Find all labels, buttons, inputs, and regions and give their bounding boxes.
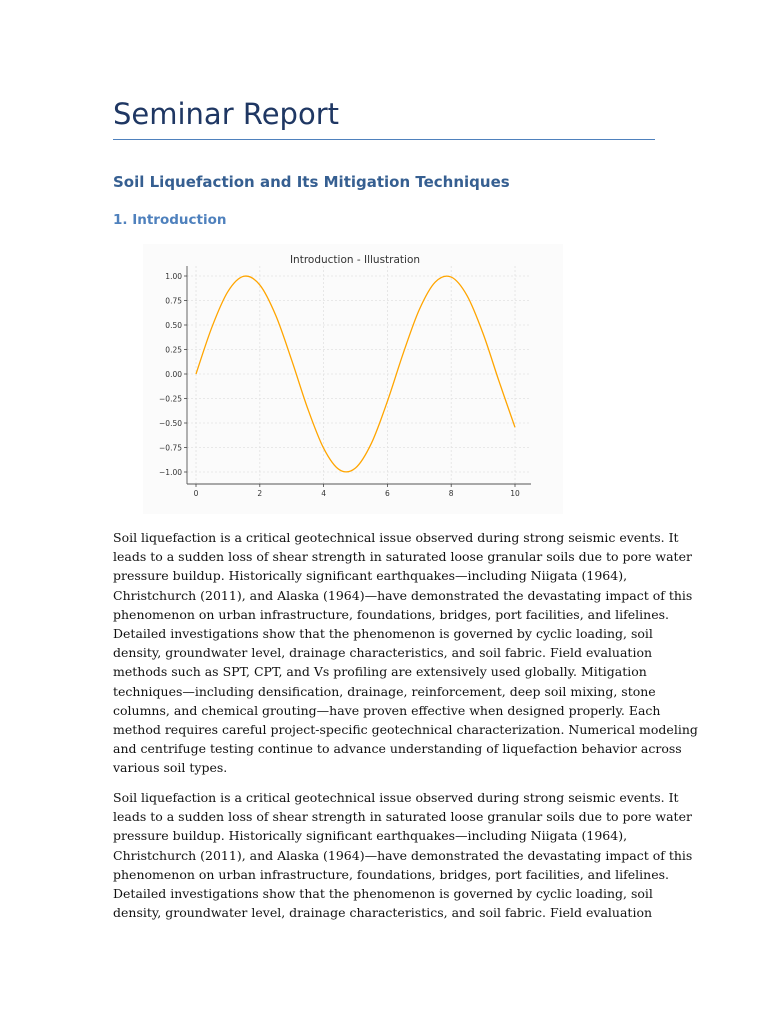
x-tick-label: 6 <box>385 489 390 498</box>
section-heading: 1. Introduction <box>113 212 227 228</box>
paragraph-line: Soil liquefaction is a critical geotechnical issue observed during strong seismic events. It <box>113 530 679 545</box>
paragraph-line: phenomenon on urban infrastructure, foundations, bridges, port facilities, and lifelines. <box>113 606 669 622</box>
y-tick-label: −1.00 <box>159 468 182 477</box>
paragraph-line: columns, and chemical grouting—have proven effective when designed properly. Each <box>113 702 661 718</box>
y-tick-label: −0.50 <box>159 419 182 428</box>
line-chart <box>143 244 563 514</box>
paragraph-line: density, groundwater level, drainage characteristics, and soil fabric. Field evaluation <box>113 645 653 661</box>
intro-figure <box>143 244 563 514</box>
paragraph-1 <box>113 528 698 778</box>
paragraph-line: leads to a sudden loss of shear strength in saturated loose granular soils due to pore water <box>113 549 692 565</box>
paragraph-line: pressure buildup. Historically significant earthquakes—including Niigata (1964), <box>113 568 628 584</box>
y-tick-label: −0.25 <box>159 394 182 404</box>
y-tick-label: 0.25 <box>165 345 182 355</box>
paragraph-line: leads to a sudden loss of shear strength in saturated loose granular soils due to pore water <box>113 809 692 825</box>
chart-title: Introduction - Illustration <box>289 254 421 266</box>
y-tick-label: 0.00 <box>165 370 182 379</box>
paragraph-line: Christchurch (2011), and Alaska (1964)—have demonstrated the devastating impact of this <box>113 847 693 863</box>
chart-background <box>143 244 563 514</box>
paragraph-line: techniques—including densification, drainage, reinforcement, deep soil mixing, stone <box>113 683 656 699</box>
x-tick-label: 2 <box>257 489 263 498</box>
paragraph-2 <box>113 788 693 922</box>
document-subtitle: Soil Liquefaction and Its Mitigation Techniques <box>113 173 510 191</box>
x-tick-label: 8 <box>448 489 454 498</box>
document-title: Seminar Report <box>113 97 339 131</box>
paragraph-line: density, groundwater level, drainage characteristics, and soil fabric. Field evaluation <box>113 905 653 921</box>
paragraph-line: various soil types. <box>113 760 228 776</box>
paragraph-line: Christchurch (2011), and Alaska (1964)—have demonstrated the devastating impact of this <box>113 587 693 603</box>
paragraph-line: Soil liquefaction is a critical geotechnical issue observed during strong seismic events. It <box>113 790 679 805</box>
y-tick-label: 0.75 <box>165 296 182 306</box>
x-tick-label: 10 <box>510 489 520 498</box>
paragraph-line: method requires careful project-specific geotechnical characterization. Numerical modeling <box>113 722 698 738</box>
x-tick-label: 0 <box>193 489 199 498</box>
y-tick-label: −0.75 <box>159 443 182 453</box>
x-tick-label: 4 <box>321 489 326 498</box>
y-tick-label: 1.00 <box>165 272 182 281</box>
paragraph-line: Detailed investigations show that the phenomenon is governed by cyclic loading, soil <box>113 626 653 642</box>
paragraph-line: and centrifuge testing continue to advance understanding of liquefaction behavior across <box>113 741 682 757</box>
title-underline <box>113 139 655 140</box>
y-tick-label: 0.50 <box>165 321 182 330</box>
paragraph-line: phenomenon on urban infrastructure, foundations, bridges, port facilities, and lifelines. <box>113 866 669 882</box>
paragraph-line: pressure buildup. Historically significant earthquakes—including Niigata (1964), <box>113 828 628 844</box>
paragraph-line: methods such as SPT, CPT, and Vs profiling are extensively used globally. Mitigation <box>113 664 647 680</box>
paragraph-line: Detailed investigations show that the phenomenon is governed by cyclic loading, soil <box>113 886 653 902</box>
